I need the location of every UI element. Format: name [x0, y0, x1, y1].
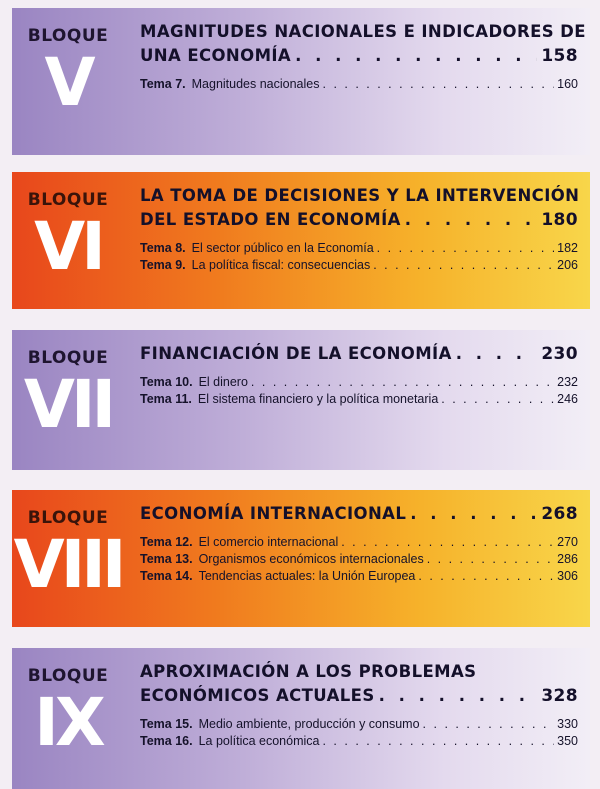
block-title: UNA ECONOMÍA [140, 46, 292, 65]
topic-entry[interactable] [140, 240, 578, 257]
block-label: BLOQUE [27, 348, 109, 368]
block-numeral: IX [34, 684, 102, 761]
block-label: BLOQUE [27, 508, 109, 528]
topic-number: Tema 14. [140, 569, 193, 583]
topic-title: La política económica [198, 734, 320, 748]
topic-page: 232 [557, 375, 578, 389]
block-title: DEL ESTADO EN ECONOMÍA [140, 210, 401, 229]
block-ix [12, 648, 590, 789]
topic-number: Tema 15. [140, 717, 193, 731]
topic-entry[interactable] [140, 374, 578, 391]
topic-list [140, 534, 578, 585]
block-vi [12, 172, 590, 309]
block-title: MAGNITUDES NACIONALES E INDICADORES DE [140, 22, 586, 41]
block-numeral: VI [34, 208, 102, 285]
dot-leader [441, 391, 554, 408]
block-label: BLOQUE [27, 190, 109, 210]
dot-leader [405, 208, 538, 232]
block-vii [12, 330, 590, 470]
topic-title: La política fiscal: consecuencias [191, 258, 371, 272]
topic-title: Magnitudes nacionales [191, 77, 320, 91]
block-page: 230 [541, 344, 578, 364]
topic-entry[interactable] [140, 534, 578, 551]
dot-leader [295, 44, 537, 68]
block-page: 268 [541, 504, 578, 524]
block-numeral: VIII [13, 526, 123, 603]
block-label: BLOQUE [27, 666, 109, 686]
topic-number: Tema 10. [140, 375, 193, 389]
block-content [140, 20, 586, 93]
topic-page: 286 [557, 552, 578, 566]
topic-number: Tema 8. [140, 241, 186, 255]
topic-page: 206 [557, 258, 578, 272]
topic-number: Tema 11. [140, 392, 192, 406]
topic-list [140, 76, 578, 93]
block-label-area [12, 490, 124, 627]
topic-entry[interactable] [140, 551, 578, 568]
dot-leader [410, 502, 537, 526]
topic-entry[interactable] [140, 568, 578, 585]
dot-leader [341, 534, 554, 551]
block-v [12, 8, 590, 155]
dot-leader [323, 76, 555, 93]
block-label-area [12, 648, 124, 789]
topic-entry[interactable] [140, 257, 578, 274]
dot-leader [377, 240, 554, 257]
topic-title: El comercio internacional [198, 535, 339, 549]
dot-leader [322, 733, 554, 750]
topic-entry[interactable] [140, 716, 578, 733]
dot-leader [427, 551, 554, 568]
dot-leader [379, 684, 538, 708]
block-numeral: V [44, 44, 92, 121]
block-content [140, 502, 578, 585]
topic-entry[interactable] [140, 76, 578, 93]
block-title-line [140, 684, 578, 708]
topic-page: 350 [557, 734, 578, 748]
block-page: 158 [541, 46, 578, 66]
block-title: FINANCIACIÓN DE LA ECONOMÍA [140, 344, 452, 363]
topic-title: El dinero [198, 375, 248, 389]
topic-title: Medio ambiente, producción y consumo [198, 717, 420, 731]
topic-title: Organismos económicos internacionales [198, 552, 424, 566]
dot-leader [456, 342, 538, 366]
topic-number: Tema 12. [140, 535, 193, 549]
block-content [140, 342, 578, 408]
block-title: APROXIMACIÓN A LOS PROBLEMAS [140, 662, 477, 681]
block-title-line [140, 502, 578, 526]
block-label: BLOQUE [27, 26, 109, 46]
block-title: ECONÓMICOS ACTUALES [140, 686, 375, 705]
topic-title: El sector público en la Economía [191, 241, 374, 255]
dot-leader [373, 257, 554, 274]
dot-leader [423, 716, 555, 733]
block-label-area [12, 172, 124, 309]
block-title-line [140, 208, 578, 232]
block-page: 328 [541, 686, 578, 706]
topic-number: Tema 16. [140, 734, 193, 748]
topic-title: El sistema financiero y la política monetaria [197, 392, 439, 406]
topic-list [140, 716, 578, 750]
topic-number: Tema 13. [140, 552, 193, 566]
dot-leader [251, 374, 554, 391]
block-title-line [140, 342, 578, 366]
topic-list [140, 240, 578, 274]
topic-number: Tema 7. [140, 77, 186, 91]
topic-page: 330 [557, 717, 578, 731]
topic-page: 182 [557, 241, 578, 255]
block-title-line [140, 660, 578, 684]
block-numeral: VII [23, 366, 113, 443]
topic-page: 270 [557, 535, 578, 549]
block-title-line [140, 44, 578, 68]
block-content [140, 184, 578, 274]
topic-page: 246 [557, 392, 578, 406]
block-title-line [140, 20, 586, 44]
block-title: ECONOMÍA INTERNACIONAL [140, 504, 407, 523]
block-label-area [12, 8, 124, 155]
block-title-line [140, 184, 578, 208]
topic-list [140, 374, 578, 408]
topic-page: 306 [557, 569, 578, 583]
block-content [140, 660, 578, 750]
block-viii [12, 490, 590, 627]
block-label-area [12, 330, 124, 470]
topic-entry[interactable] [140, 733, 578, 750]
block-page: 180 [541, 210, 578, 230]
topic-page: 160 [557, 77, 578, 91]
block-title: LA TOMA DE DECISIONES Y LA INTERVENCIÓN [140, 186, 580, 205]
topic-title: Tendencias actuales: la Unión Europea [198, 569, 416, 583]
topic-number: Tema 9. [140, 258, 186, 272]
topic-entry[interactable] [140, 391, 578, 408]
dot-leader [418, 568, 554, 585]
